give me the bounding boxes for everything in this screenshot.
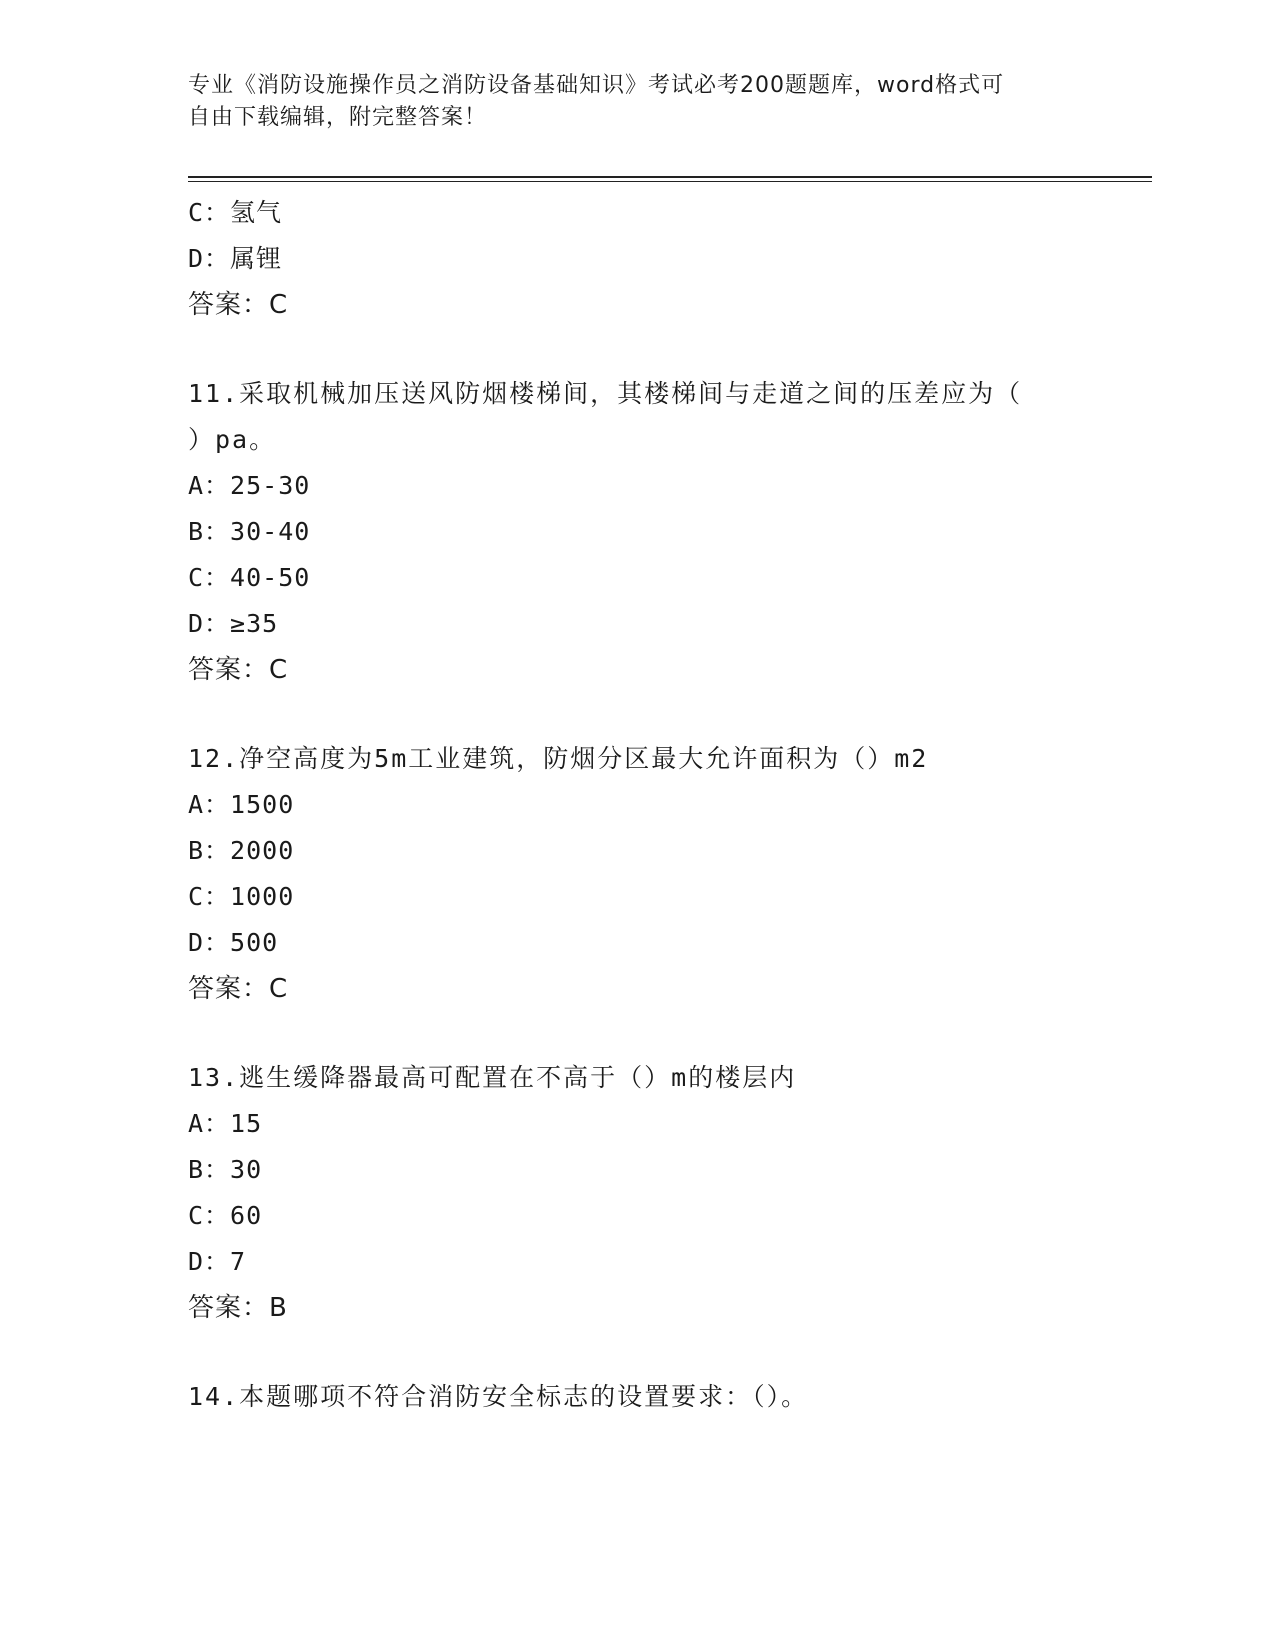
- option-c: C：1000: [188, 882, 295, 911]
- answer-line: 答案：B: [188, 1293, 288, 1323]
- question-12: [188, 736, 1088, 1012]
- question-10-continued: [188, 190, 1088, 328]
- option-c: C：60: [188, 1201, 263, 1230]
- option-c: C：氢气: [188, 198, 283, 227]
- answer-line: 答案：C: [188, 974, 289, 1004]
- question-text: 12.净空高度为5m工业建筑，防烟分区最大允许面积为（）m2: [188, 744, 929, 773]
- question-text-continued: ）pa。: [188, 425, 277, 454]
- option-b: B：2000: [188, 836, 295, 865]
- option-d: D：500: [188, 928, 279, 957]
- option-a: A：1500: [188, 790, 295, 819]
- header-divider-thin: [188, 181, 1152, 182]
- document-header: [188, 70, 1068, 134]
- document-body: [188, 190, 1088, 1420]
- header-divider-thick: [188, 176, 1152, 178]
- option-b: B：30-40: [188, 517, 311, 546]
- option-c: C：40-50: [188, 563, 311, 592]
- spacer: [188, 1012, 1088, 1055]
- header-line-1: 专业《消防设施操作员之消防设备基础知识》考试必考200题题库，word格式可: [188, 73, 1005, 98]
- spacer: [188, 328, 1088, 371]
- option-d: D：7: [188, 1247, 247, 1276]
- option-d: D：属锂: [188, 244, 283, 273]
- option-a: A：25-30: [188, 471, 311, 500]
- question-13: [188, 1055, 1088, 1331]
- header-line-2: 自由下载编辑，附完整答案！: [188, 105, 488, 130]
- answer-line: 答案：C: [188, 655, 289, 685]
- option-a: A：15: [188, 1109, 263, 1138]
- option-b: B：30: [188, 1155, 263, 1184]
- question-text: 11.采取机械加压送风防烟楼梯间，其楼梯间与走道之间的压差应为（: [188, 379, 1023, 408]
- spacer: [188, 1331, 1088, 1374]
- spacer: [188, 693, 1088, 736]
- option-d: D：≥35: [188, 609, 279, 638]
- question-14: [188, 1374, 1088, 1420]
- question-text: 14.本题哪项不符合消防安全标志的设置要求：（）。: [188, 1382, 809, 1411]
- question-11: [188, 371, 1088, 693]
- question-text: 13.逃生缓降器最高可配置在不高于（）m的楼层内: [188, 1063, 797, 1092]
- answer-line: 答案：C: [188, 290, 289, 320]
